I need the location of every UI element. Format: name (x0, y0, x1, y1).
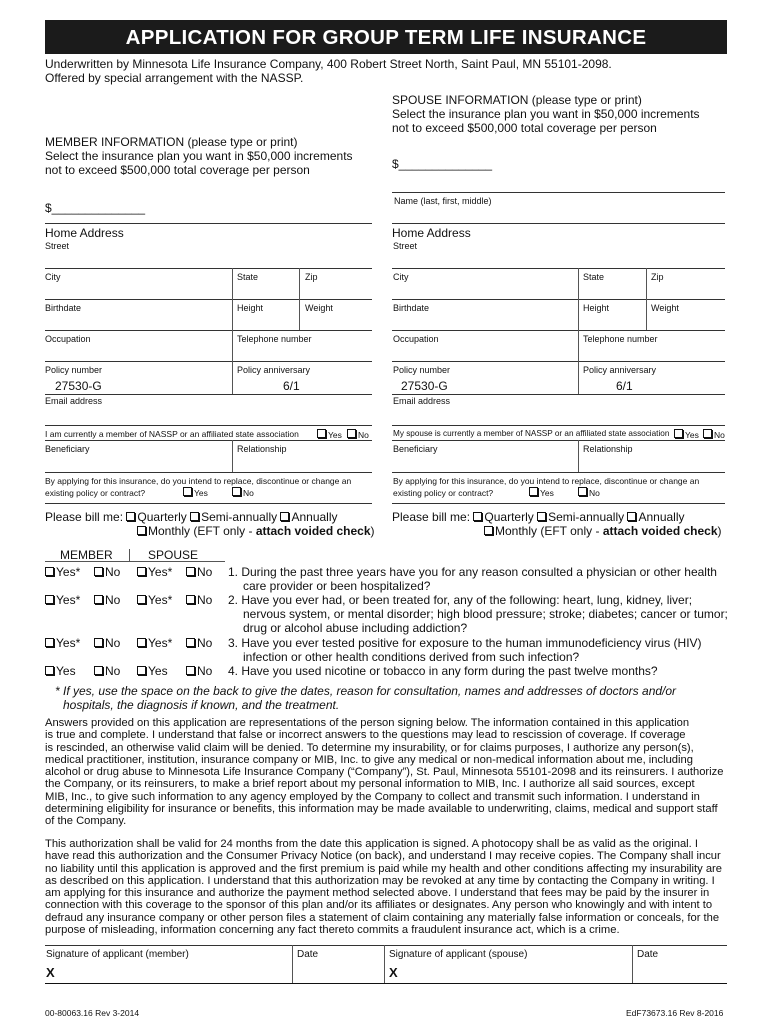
no-label: No (243, 488, 254, 498)
member-plan-line2: not to exceed $500,000 total coverage per person (45, 163, 310, 177)
no-label: No (358, 430, 369, 440)
divider (45, 299, 372, 300)
checkbox-icon (537, 512, 546, 521)
q4-member-yes[interactable] (45, 664, 76, 678)
member-telephone-label[interactable]: Telephone number (237, 334, 312, 344)
q2-member-yes[interactable] (45, 593, 80, 607)
spouse-policy-number-value: 27530-G (401, 379, 448, 393)
member-bill-annually[interactable] (280, 510, 337, 524)
checkbox-icon (186, 595, 195, 604)
spouse-relationship-label[interactable]: Relationship (583, 444, 633, 454)
no-label: No (105, 565, 121, 579)
spouse-weight-label[interactable]: Weight (651, 303, 679, 313)
para-line: is rescinded, an otherwise valid claim will be denied. To determine my insurability, or for claims purposes, I authorize any person(s), (45, 741, 694, 754)
spouse-occupation-label[interactable]: Occupation (393, 334, 439, 344)
checkbox-icon (45, 638, 54, 647)
spouse-bill-row1 (392, 510, 685, 524)
para-line: of the Company. (45, 815, 127, 828)
semi-label: Semi-annually (201, 510, 278, 524)
spouse-amount-field[interactable]: $______________ (392, 157, 493, 171)
divider (45, 472, 372, 473)
spouse-name-label: Name (last, first, middle) (394, 196, 492, 206)
yes-label: Yes (148, 664, 168, 678)
member-heading: MEMBER INFORMATION (please type or print) (45, 135, 298, 149)
spouse-heading: SPOUSE INFORMATION (please type or print) (392, 93, 642, 107)
q2-spouse-no[interactable] (186, 593, 212, 607)
spouse-home-address-label: Home Address (392, 226, 471, 240)
spouse-policy-number-label: Policy number (393, 365, 451, 375)
member-state-label[interactable]: State (237, 272, 259, 282)
offered-line: Offered by special arrangement with the NASSP. (45, 71, 304, 85)
checkbox-icon (94, 638, 103, 647)
member-occupation-label[interactable]: Occupation (45, 334, 91, 344)
para-line: have read this authorization and the Consumer Privacy Notice (on back), and understand I may receive copies. The Company shall incur (45, 850, 721, 863)
para-line: as described on this application. I understand that this authorization may be revoked at any time by contacting the Company in writing. I (45, 874, 715, 887)
spouse-replace-no[interactable] (578, 487, 600, 498)
member-policy-number-label: Policy number (45, 365, 103, 375)
member-nassp-no[interactable] (347, 429, 369, 440)
member-bill-monthly[interactable] (137, 524, 375, 538)
divider (45, 425, 372, 426)
checkbox-icon (484, 526, 493, 535)
checkbox-icon (45, 666, 54, 675)
spouse-bill-monthly[interactable] (484, 524, 722, 538)
spouse-policy-anniv-value: 6/1 (616, 379, 633, 393)
divider (632, 945, 633, 983)
no-label: No (105, 636, 121, 650)
divider (392, 192, 725, 193)
spouse-replace-yes[interactable] (529, 487, 554, 498)
member-relationship-label[interactable]: Relationship (237, 444, 287, 454)
no-label: No (197, 593, 213, 607)
para-line: Answers provided on this application are representations of the person signing below. The information contained in this application (45, 717, 690, 729)
checkbox-icon (94, 666, 103, 675)
divider (45, 945, 727, 946)
q3-spouse-no[interactable] (186, 636, 212, 650)
divider (392, 330, 725, 331)
member-nassp-question: I am currently a member of NASSP or an affiliated state association (45, 429, 299, 439)
semi-label: Semi-annually (548, 510, 625, 524)
footnote-line2: hospitals, the diagnosis if known, and the treatment. (63, 698, 340, 712)
yes-label: Yes* (148, 636, 173, 650)
spouse-nassp-question: My spouse is currently a member of NASSP or an affiliated state association (393, 429, 670, 438)
divider (392, 472, 725, 473)
member-signature-field[interactable]: X (46, 965, 55, 980)
member-nassp-yes[interactable] (317, 429, 342, 440)
q1-spouse-yes[interactable] (137, 565, 172, 579)
yes-label: Yes* (148, 593, 173, 607)
member-weight-label[interactable]: Weight (305, 303, 333, 313)
member-amount-field[interactable]: $______________ (45, 201, 146, 215)
q4-text-line1: 4. Have you used nicotine or tobacco in any form during the past twelve months? (228, 664, 658, 678)
para-line: am applying for this insurance and authorize the payment method selected above. I understand that fees may be paid by the insurer in (45, 887, 710, 900)
member-home-address-label: Home Address (45, 226, 124, 240)
q1-text-line1: 1. During the past three years have you for any reason consulted a physician or other health (228, 565, 717, 579)
para-line: defraud any insurance company or other person files a statement of claim containing any materially false information or conceals, for the (45, 911, 720, 924)
close-paren: ) (370, 524, 375, 538)
member-column-header: MEMBER (60, 548, 113, 562)
q3-text-line1: 3. Have you ever tested positive for exposure to the human immunodeficiency virus (HIV) (228, 636, 702, 650)
spouse-email-label[interactable]: Email address (393, 396, 451, 406)
annually-label: Annually (291, 510, 338, 524)
divider (392, 503, 725, 504)
footer-form-number-left: 00-80063.16 Rev 3-2014 (45, 1008, 140, 1018)
member-replace-yes[interactable] (183, 487, 208, 498)
checkbox-icon (317, 429, 326, 438)
yes-label: Yes (56, 664, 76, 678)
spouse-nassp-no[interactable] (703, 429, 725, 440)
divider (392, 299, 725, 300)
divider (392, 223, 725, 224)
member-bill-row1 (45, 510, 338, 524)
member-replace-no[interactable] (232, 487, 254, 498)
divider (392, 440, 725, 441)
yes-label: Yes* (56, 565, 81, 579)
q4-member-no[interactable] (94, 664, 120, 678)
underwriter-line: Underwritten by Minnesota Life Insurance Company, 400 Robert Street North, Saint Paul, MN 55101-2098. (45, 57, 612, 71)
member-zip-label[interactable]: Zip (305, 272, 318, 282)
yes-label: Yes (328, 430, 342, 440)
voided-check-label: attach voided check (255, 524, 371, 538)
no-label: No (105, 664, 121, 678)
divider (392, 268, 725, 269)
spouse-bill-annually[interactable] (627, 510, 684, 524)
divider (646, 299, 647, 330)
q4-spouse-no[interactable] (186, 664, 212, 678)
q3-spouse-yes[interactable] (137, 636, 172, 650)
checkbox-icon (183, 487, 192, 496)
yes-label: Yes (540, 488, 554, 498)
yes-label: Yes* (56, 593, 81, 607)
member-bill-label: Please bill me: (45, 510, 124, 524)
divider (292, 945, 293, 983)
yes-label: Yes (685, 430, 699, 440)
para-line: no liability until this application is approved and the first premium is paid while my health and other conditions affecting my insurability are (45, 862, 722, 875)
spouse-height-label[interactable]: Height (583, 303, 610, 313)
q1-member-yes[interactable] (45, 565, 80, 579)
para-line: connection with this coverage to the sponsor of this plan and/or its affiliates or designates. Any person who knowingly and with intent to (45, 899, 713, 912)
checkbox-icon (137, 666, 146, 675)
divider (392, 425, 725, 426)
member-plan-line1: Select the insurance plan you want in $50,000 increments (45, 149, 353, 163)
checkbox-icon (190, 512, 199, 521)
para-line: MIB, Inc., to give such information to any agency employed by the Company to collect and transmit such information. I understand in (45, 790, 700, 803)
no-label: No (197, 664, 213, 678)
q2-member-no[interactable] (94, 593, 120, 607)
member-replace-line2: existing policy or contract? (45, 488, 146, 498)
divider (45, 394, 372, 395)
checkbox-icon (45, 567, 54, 576)
q2-text-line1: 2. Have you ever had, or been treated for, any of the following: heart, lung, kidney, liver; (228, 593, 693, 607)
authorization-paragraph-2 (45, 838, 727, 936)
checkbox-icon (627, 512, 636, 521)
spouse-plan-line1: Select the insurance plan you want in $50,000 increments (392, 107, 700, 121)
voided-check-label: attach voided check (602, 524, 718, 538)
quarterly-label: Quarterly (137, 510, 187, 524)
divider (299, 268, 300, 299)
spouse-signature-label: Signature of applicant (spouse) (389, 949, 528, 960)
spouse-plan-line2: not to exceed $500,000 total coverage per person (392, 121, 657, 135)
authorization-paragraph-1 (45, 717, 727, 828)
spouse-column-header: SPOUSE (148, 548, 199, 562)
spouse-telephone-label[interactable]: Telephone number (583, 334, 658, 344)
member-city-label[interactable]: City (45, 272, 61, 282)
para-line: purpose of misleading, information concerning any fact thereto commits a fraudulent insurance act, which is a crime. (45, 924, 620, 937)
spouse-beneficiary-label[interactable]: Beneficiary (393, 444, 438, 454)
member-bill-quarterly[interactable] (126, 510, 186, 524)
divider (129, 549, 130, 562)
divider (45, 268, 372, 269)
q2-text-line3: drug or alcohol abuse including addiction? (243, 621, 468, 635)
spouse-date-field[interactable]: Date (637, 949, 659, 960)
form-title: APPLICATION FOR GROUP TERM LIFE INSURANCE (45, 20, 727, 54)
member-replace-line1: By applying for this insurance, do you intend to replace, discontinue or change an (45, 476, 352, 486)
checkbox-icon (529, 487, 538, 496)
q2-text-line2: nervous system, or mental disorder; high blood pressure; stroke; diabetes; cancer or tumor; (243, 607, 728, 621)
q3-member-no[interactable] (94, 636, 120, 650)
member-date-field[interactable]: Date (297, 949, 319, 960)
footer-form-number-right: EdF73673.16 Rev 8-2016 (626, 1008, 724, 1018)
checkbox-icon (703, 429, 712, 438)
para-line: the Company, or its reinsurers, to make a brief report about my personal information to MIB, Inc. I authorize all said sources, except (45, 778, 695, 791)
divider (45, 440, 372, 441)
divider (45, 361, 372, 362)
member-street-label[interactable]: Street (45, 241, 70, 251)
para-line: is true and complete. I understand that false or incorrect answers to the questions may lead to rescission of coverage. If coverage (45, 729, 686, 742)
no-label: No (589, 488, 600, 498)
member-birthdate-label[interactable]: Birthdate (45, 303, 82, 313)
checkbox-icon (473, 512, 482, 521)
yes-label: Yes* (148, 565, 173, 579)
no-label: No (197, 565, 213, 579)
q3-text-line2: infection or other health conditions derived from such infection? (243, 650, 580, 664)
checkbox-icon (578, 487, 587, 496)
para-line: determining eligibility for insurance or benefits, this information may be made available to underwriting, claims, medical and support staff (45, 803, 718, 816)
spouse-nassp-yes[interactable] (674, 429, 699, 440)
yes-label: Yes (194, 488, 208, 498)
divider (45, 223, 372, 224)
checkbox-icon (186, 638, 195, 647)
spouse-birthdate-label[interactable]: Birthdate (393, 303, 430, 313)
checkbox-icon (94, 595, 103, 604)
divider (232, 268, 233, 394)
member-beneficiary-label[interactable]: Beneficiary (45, 444, 90, 454)
checkbox-icon (137, 638, 146, 647)
checkbox-icon (137, 526, 146, 535)
checkbox-icon (94, 567, 103, 576)
divider (384, 945, 385, 983)
close-paren: ) (717, 524, 722, 538)
member-policy-number-value: 27530-G (55, 379, 102, 393)
spouse-replace-line1: By applying for this insurance, do you intend to replace, discontinue or change an (393, 476, 700, 486)
divider (646, 268, 647, 299)
monthly-label: Monthly (EFT only - (495, 524, 603, 538)
divider (45, 330, 372, 331)
member-height-label[interactable]: Height (237, 303, 264, 313)
q2-spouse-yes[interactable] (137, 593, 172, 607)
checkbox-icon (137, 595, 146, 604)
spouse-city-label[interactable]: City (393, 272, 409, 282)
checkbox-icon (280, 512, 289, 521)
annually-label: Annually (638, 510, 685, 524)
no-label: No (197, 636, 213, 650)
divider (45, 503, 372, 504)
q4-spouse-yes[interactable] (137, 664, 168, 678)
checkbox-icon (232, 487, 241, 496)
yes-label: Yes* (56, 636, 81, 650)
divider (392, 361, 725, 362)
checkbox-icon (45, 595, 54, 604)
spouse-zip-label[interactable]: Zip (651, 272, 664, 282)
spouse-bill-semi[interactable] (537, 510, 624, 524)
footnote-line1: * If yes, use the space on the back to give the dates, reason for consultation, names and addresses of doctors and/or (55, 684, 677, 698)
q1-spouse-no[interactable] (186, 565, 212, 579)
member-email-label[interactable]: Email address (45, 396, 103, 406)
divider (392, 394, 725, 395)
no-label: No (105, 593, 121, 607)
para-line: medical practitioner, institution, insurance company or MIB, Inc. to give any medical or non-medical information about me, including (45, 753, 693, 766)
checkbox-icon (674, 429, 683, 438)
q3-member-yes[interactable] (45, 636, 80, 650)
no-label: No (714, 430, 725, 440)
divider (299, 299, 300, 330)
divider (45, 561, 225, 562)
member-policy-anniv-label: Policy anniversary (237, 365, 311, 375)
spouse-replace-line2: existing policy or contract? (393, 488, 494, 498)
checkbox-icon (186, 666, 195, 675)
quarterly-label: Quarterly (484, 510, 534, 524)
q1-member-no[interactable] (94, 565, 120, 579)
spouse-policy-anniv-label: Policy anniversary (583, 365, 657, 375)
member-policy-anniv-value: 6/1 (283, 379, 300, 393)
spouse-bill-quarterly[interactable] (473, 510, 533, 524)
checkbox-icon (126, 512, 135, 521)
member-bill-semi[interactable] (190, 510, 277, 524)
checkbox-icon (347, 429, 356, 438)
divider (578, 268, 579, 394)
spouse-street-label[interactable]: Street (393, 241, 418, 251)
monthly-label: Monthly (EFT only - (148, 524, 256, 538)
para-line: This authorization shall be valid for 24 months from the date this application is signed. A photocopy shall be as valid as the original. I (45, 838, 698, 850)
spouse-signature-field[interactable]: X (389, 965, 398, 980)
divider (232, 440, 233, 472)
para-line: alcohol or drug abuse to Minnesota Life Insurance Company (“Company”), St. Paul, Minnesota 55101-2098 and its reinsurers. I authorize (45, 766, 724, 779)
divider (578, 440, 579, 472)
spouse-bill-label: Please bill me: (392, 510, 471, 524)
divider (45, 983, 727, 984)
checkbox-icon (137, 567, 146, 576)
checkbox-icon (186, 567, 195, 576)
member-signature-label: Signature of applicant (member) (46, 949, 189, 960)
q1-text-line2: care provider or been hospitalized? (243, 579, 431, 593)
spouse-state-label[interactable]: State (583, 272, 605, 282)
